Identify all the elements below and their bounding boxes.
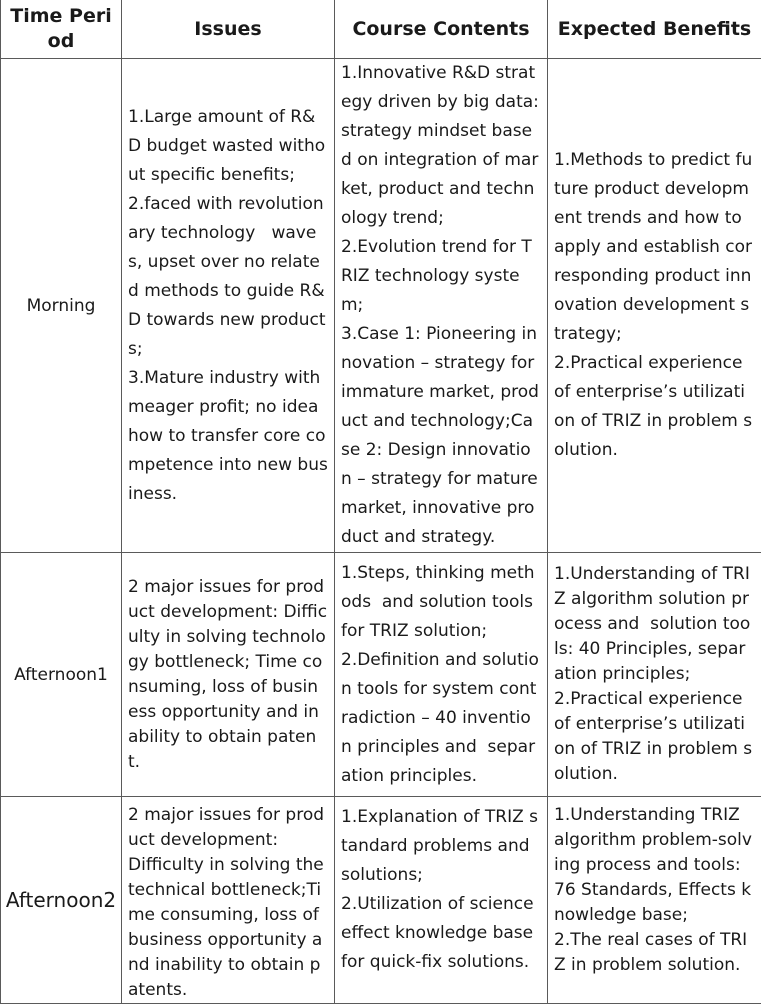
content-item: 1.Innovative R&D strategy driven by big data: strategy mindset based on integration of market, product and technology trend; (341, 59, 541, 233)
content-item: 1.Steps, thinking methods and solution tools for TRIZ solution; (341, 559, 541, 646)
course-contents-cell (335, 59, 548, 553)
issue-item: 3.Mature industry with meager profit; no idea how to transfer core competence into new business. (128, 364, 328, 509)
issues-cell (122, 797, 335, 1004)
content-item: 2.Evolution trend for TRIZ technology system; (341, 233, 541, 320)
benefit-item: 1.Understanding of TRIZ algorithm solution process and solution tools: 40 Principles, separation principles; (554, 562, 755, 687)
content-item: 2.Utilization of science effect knowledge base for quick-fix solutions. (341, 890, 541, 977)
period-cell: Afternoon2 (1, 797, 122, 1004)
course-contents-cell (335, 553, 548, 797)
expected-benefits-cell (548, 59, 761, 553)
header-course-contents: Course Contents (335, 0, 548, 59)
content-item: 3.Case 1: Pioneering innovation – strategy for immature market, product and technology;Case 2: Design innovation – strategy for mature market, innovative product and strategy. (341, 320, 541, 552)
issues-cell (122, 59, 335, 553)
benefit-item: 1.Understanding TRIZ algorithm problem-solving process and tools: 76 Standards, Effects knowledge base; (554, 803, 755, 928)
header-expected-benefits: Expected Benefits (548, 0, 761, 59)
issue-item: Difficulty in solving the technical bottleneck;Time consuming, loss of business opportunity and inability to obtain patents. (128, 853, 328, 1003)
table-row-afternoon2 (1, 797, 761, 1004)
table-row-afternoon1 (1, 553, 761, 797)
issue-item: 2.faced with revolutionary technology waves, upset over no related methods to guide R&D towards new products; (128, 190, 328, 364)
expected-benefits-cell (548, 797, 761, 1004)
header-issues: Issues (122, 0, 335, 59)
benefit-item: 2.Practical experience of enterprise’s utilization of TRIZ in problem solution. (554, 349, 755, 465)
header-time-period: Time Period (1, 0, 122, 59)
benefit-item: 2.The real cases of TRIZ in problem solution. (554, 928, 755, 978)
table-row-morning (1, 59, 761, 553)
course-contents-cell (335, 797, 548, 1004)
issues-cell (122, 553, 335, 797)
issue-item: 2 major issues for product development: Difficulty in solving technology bottleneck; Time consuming, loss of business opportunity and inability to obtain patent. (128, 575, 328, 775)
issue-item: 1.Large amount of R&D budget wasted without specific benefits; (128, 103, 328, 190)
benefit-item: 1.Methods to predict future product development trends and how to apply and establish corresponding product innovation development strategy; (554, 146, 755, 349)
benefit-item: 2.Practical experience of enterprise’s utilization of TRIZ in problem solution. (554, 687, 755, 787)
table-header-row (1, 0, 761, 59)
content-item: 1.Explanation of TRIZ standard problems and solutions; (341, 803, 541, 890)
period-cell: Morning (1, 59, 122, 553)
expected-benefits-cell (548, 553, 761, 797)
issue-item: 2 major issues for product development: (128, 803, 328, 853)
content-item: 2.Definition and solution tools for system contradiction – 40 invention principles and separation principles. (341, 646, 541, 791)
period-cell: Afternoon1 (1, 553, 122, 797)
